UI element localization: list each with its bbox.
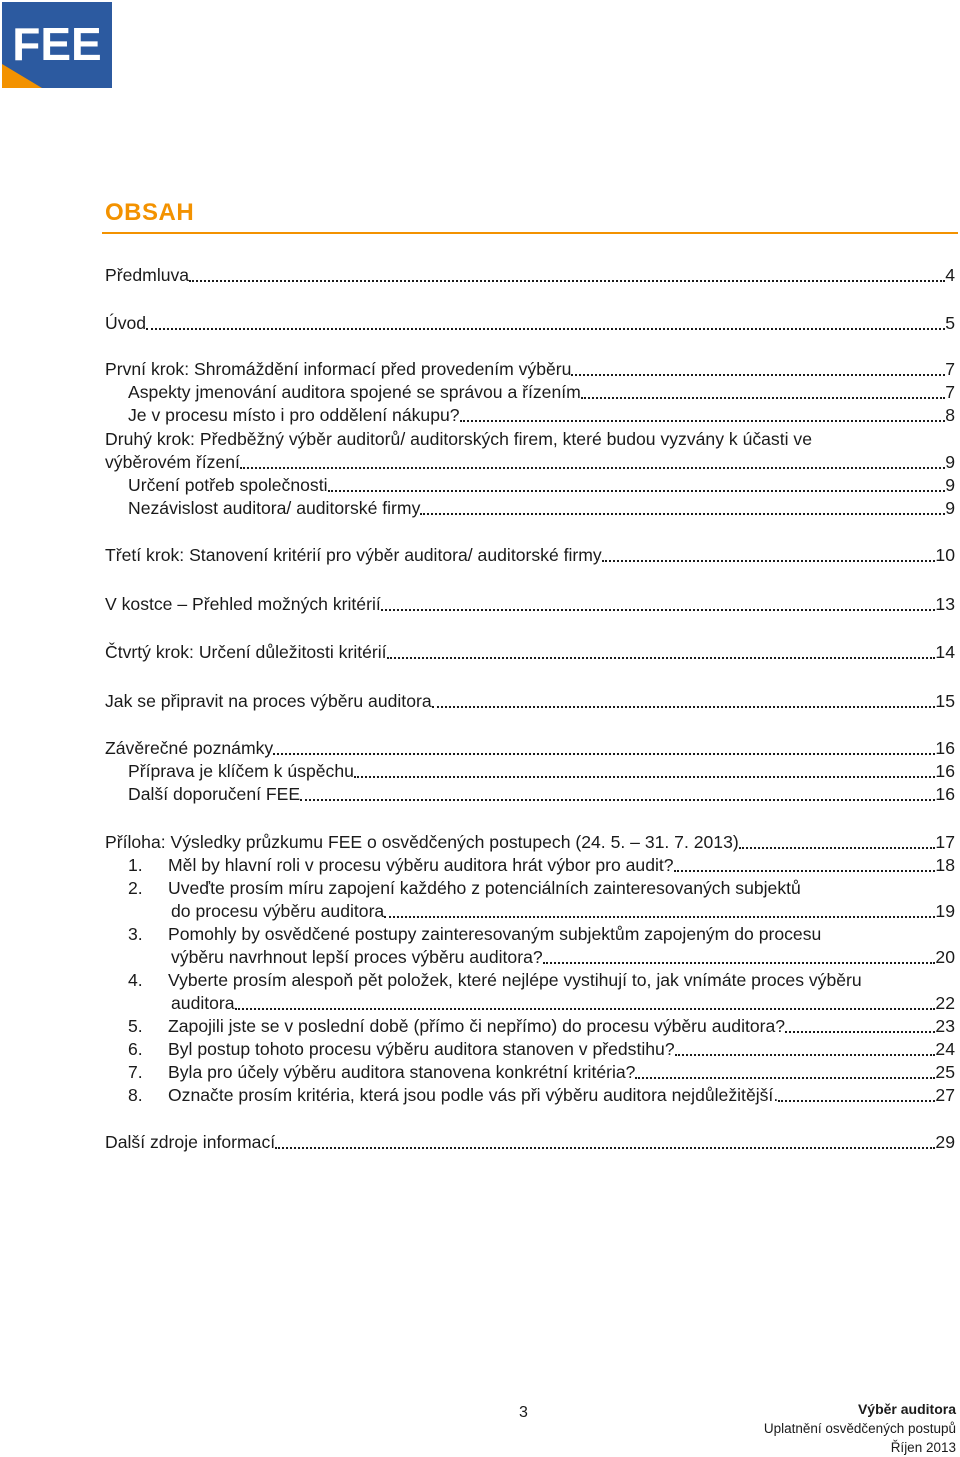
toc-entry-label: Jak se připravit na proces výběru auditora	[105, 691, 432, 711]
fee-logo	[2, 2, 112, 88]
toc-entry[interactable]	[171, 900, 955, 923]
toc-page-number: 27	[935, 1085, 955, 1105]
toc-entry-label: Označte prosím kritéria, která jsou podle vás při výběru auditora nejdůležitější.	[168, 1085, 779, 1105]
dot-leader	[300, 799, 935, 801]
footer-title: Výběr auditora	[857, 1401, 956, 1417]
toc-entry[interactable]	[128, 760, 955, 783]
toc-entry[interactable]	[105, 641, 955, 664]
toc-entry-label: Je v procesu místo i pro oddělení nákupu?	[128, 405, 460, 425]
toc-entry-label: Druhý krok: Předběžný výběr auditorů/ auditorských firem, které budou vyzvány k účasti ve	[105, 429, 812, 449]
dot-leader	[328, 490, 946, 492]
toc-page-number: 16	[935, 784, 955, 804]
toc-entry-label: Určení potřeb společnosti	[128, 475, 328, 495]
toc-entry[interactable]	[128, 1038, 955, 1061]
toc-entry-label: Další zdroje informací	[105, 1132, 276, 1152]
dot-leader	[432, 706, 936, 708]
toc-page-number: 10	[935, 545, 955, 565]
dot-leader	[146, 328, 945, 330]
toc-entry-label: Uveďte prosím míru zapojení každého z potenciálních zainteresovaných subjektů	[168, 878, 801, 898]
toc-entry-label: Byl postup tohoto procesu výběru auditora stanoven v předstihu?	[168, 1039, 675, 1059]
toc-entry-text	[128, 923, 821, 946]
toc-entry-label: Předmluva	[105, 265, 190, 285]
toc-page-number: 4	[945, 265, 955, 285]
toc-entry-label-continued: do procesu výběru auditora	[171, 901, 385, 921]
dot-leader	[235, 1008, 936, 1010]
toc-entry-label-continued: auditora	[171, 993, 235, 1013]
dot-leader	[381, 609, 936, 611]
toc-entry-label: V kostce – Přehled možných kritérií	[105, 594, 381, 614]
page-number: 3	[519, 1404, 528, 1421]
dot-leader	[602, 560, 936, 562]
toc-entry[interactable]	[128, 474, 955, 497]
dot-leader	[675, 1054, 936, 1056]
toc-entry[interactable]	[105, 593, 955, 616]
toc-entry-label: Aspekty jmenování auditora spojené se správou a řízením	[128, 382, 581, 402]
toc-entry[interactable]	[105, 690, 955, 713]
footer-date: Říjen 2013	[890, 1440, 956, 1455]
toc-entry-label: Příloha: Výsledky průzkumu FEE o osvědčených postupech (24. 5. – 31. 7. 2013)	[105, 832, 739, 852]
dot-leader	[273, 753, 935, 755]
toc-page-number: 22	[935, 993, 955, 1013]
dot-leader	[384, 916, 935, 918]
dot-leader	[778, 1100, 935, 1102]
toc-entry-label: Pomohly by osvědčené postupy zainteresovaným subjektům zapojeným do procesu	[168, 924, 822, 944]
toc-page-number: 7	[945, 382, 955, 402]
toc-entry[interactable]	[105, 544, 955, 567]
toc-entry[interactable]	[128, 854, 955, 877]
toc-entry[interactable]	[105, 358, 955, 381]
toc-entry[interactable]	[105, 312, 955, 335]
toc-entry-label: Závěrečné poznámky	[105, 738, 274, 758]
toc-heading: OBSAH	[105, 199, 195, 226]
toc-entry-number: 5.	[128, 1016, 143, 1036]
toc-entry-label: Byla pro účely výběru auditora stanovena konkrétní kritéria?	[168, 1062, 636, 1082]
toc-page-number: 13	[935, 594, 955, 614]
toc-entry[interactable]	[105, 1131, 955, 1154]
toc-entry-label: Příprava je klíčem k úspěchu	[128, 761, 354, 781]
toc-entry-label: Vyberte prosím alespoň pět položek, které nejlépe vystihují to, jak vnímáte proces výběru	[168, 970, 862, 990]
toc-entry[interactable]	[128, 1061, 955, 1084]
toc-page-number: 29	[935, 1132, 955, 1152]
toc-entry[interactable]	[128, 381, 955, 404]
dot-leader	[739, 847, 936, 849]
dot-leader	[460, 420, 946, 422]
toc-entry[interactable]	[128, 1015, 955, 1038]
toc-page-number: 14	[935, 642, 955, 662]
toc-entry-label: Další doporučení FEE	[128, 784, 301, 804]
toc-entry[interactable]	[128, 1084, 955, 1107]
toc-entry[interactable]	[105, 831, 955, 854]
toc-entry-number: 8.	[128, 1085, 143, 1105]
dot-leader	[240, 467, 945, 469]
toc-entry[interactable]	[105, 737, 955, 760]
toc-entry-number: 7.	[128, 1062, 143, 1082]
toc-entry-label: Třetí krok: Stanovení kritérií pro výběr auditora/ auditorské firmy	[105, 545, 602, 565]
toc-page-number: 16	[935, 738, 955, 758]
toc-entry-number: 1.	[128, 855, 143, 875]
toc-entry-label: Nezávislost auditora/ auditorské firmy	[128, 498, 421, 518]
footer-info	[764, 1400, 956, 1457]
toc-page-number: 16	[935, 761, 955, 781]
footer-subtitle: Uplatnění osvědčených postupů	[763, 1421, 956, 1436]
toc-entry-text	[128, 969, 862, 992]
toc-entry-label-continued: výběru navrhnout lepší proces výběru auditora?	[171, 947, 543, 967]
toc-page-number: 8	[945, 405, 955, 425]
toc-entry-text	[105, 428, 812, 451]
toc-entry[interactable]	[171, 992, 955, 1015]
toc-page-number: 9	[945, 475, 955, 495]
logo-text: FEE	[12, 18, 102, 70]
toc-entry-number: 4.	[128, 970, 143, 990]
dot-leader	[635, 1077, 935, 1079]
toc-page-number: 9	[945, 498, 955, 518]
toc-entry[interactable]	[128, 497, 955, 520]
toc-entry-number: 2.	[128, 878, 143, 898]
dot-leader	[785, 1031, 935, 1033]
toc-entry-label: Zapojili jste se v poslední době (přímo či nepřímo) do procesu výběru auditora?	[168, 1016, 786, 1036]
heading-rule	[102, 232, 958, 234]
toc-entry-number: 6.	[128, 1039, 143, 1059]
toc-entry-text	[128, 877, 801, 900]
dot-leader	[571, 374, 945, 376]
toc-entry-label-continued: výběrovém řízení	[105, 452, 240, 472]
toc-entry[interactable]	[171, 946, 955, 969]
toc-entry[interactable]	[105, 264, 955, 287]
toc-page-number: 9	[945, 452, 955, 472]
toc-entry-label: Čtvrtý krok: Určení důležitosti kritérií	[105, 642, 387, 662]
toc-entry-label: První krok: Shromáždění informací před provedením výběru	[105, 359, 572, 379]
dot-leader	[543, 962, 936, 964]
toc-entry-label: Úvod	[105, 313, 147, 333]
toc-entry[interactable]	[128, 783, 955, 806]
dot-leader	[581, 397, 945, 399]
toc-page-number: 15	[935, 691, 955, 711]
toc-page-number: 25	[935, 1062, 955, 1082]
toc-entry[interactable]	[105, 451, 955, 474]
dot-leader	[420, 513, 945, 515]
toc-page-number: 20	[935, 947, 955, 967]
dot-leader	[189, 280, 945, 282]
dot-leader	[387, 657, 936, 659]
dot-leader	[354, 776, 936, 778]
toc-page-number: 17	[935, 832, 955, 852]
toc-page-number: 19	[935, 901, 955, 921]
toc-page-number: 5	[945, 313, 955, 333]
toc-entry[interactable]	[128, 404, 955, 427]
toc-page-number: 23	[935, 1016, 955, 1036]
toc-page-number: 7	[945, 359, 955, 379]
toc-entry-number: 3.	[128, 924, 143, 944]
toc-page-number: 18	[935, 855, 955, 875]
toc-page-number: 24	[935, 1039, 955, 1059]
dot-leader	[674, 870, 936, 872]
toc-entry-label: Měl by hlavní roli v procesu výběru auditora hrát výbor pro audit?	[168, 855, 674, 875]
dot-leader	[275, 1147, 935, 1149]
